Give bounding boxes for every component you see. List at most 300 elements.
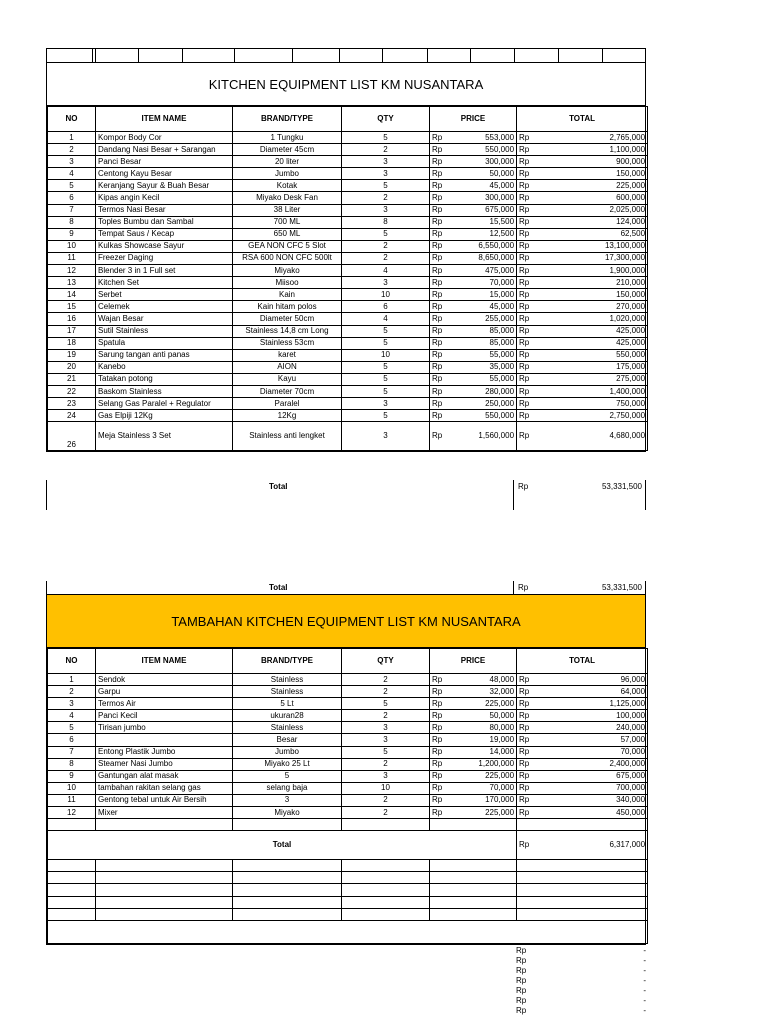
row-brand-type: Kain hitam polos (233, 301, 342, 313)
row-brand-type: karet (233, 349, 342, 361)
row-price-currency: Rp (430, 794, 441, 806)
row-price: 1,560,000 (441, 422, 517, 451)
row-total: 700,000 (531, 782, 648, 794)
rp-dash: - (643, 976, 646, 985)
empty-cell (342, 908, 430, 920)
row-total-currency: Rp (517, 349, 531, 361)
row-price: 255,000 (441, 313, 517, 325)
table-row (48, 385, 648, 397)
row-price-currency: Rp (430, 277, 441, 289)
row-brand-type: Miyako Desk Fan (233, 192, 342, 204)
row-total-currency: Rp (517, 686, 531, 698)
row-qty: 3 (342, 168, 430, 180)
row-total: 124,000 (531, 216, 648, 228)
row-total: 96,000 (531, 674, 648, 686)
row-item-name: Freezer Daging (96, 252, 233, 264)
row-no: 8 (48, 216, 96, 228)
empty-cell (531, 819, 648, 831)
row-item-name: Panci Kecil (96, 710, 233, 722)
row-price-currency: Rp (430, 398, 441, 410)
header-total: TOTAL (517, 649, 648, 674)
row-brand-type: Miyako 25 Lt (233, 758, 342, 770)
row-no: 10 (48, 240, 96, 252)
header-item-name: ITEM NAME (96, 649, 233, 674)
row-total: 1,400,000 (531, 385, 648, 397)
empty-rp-line (516, 986, 646, 996)
row-price-currency: Rp (430, 710, 441, 722)
table1-total-currency: Rp (518, 482, 529, 491)
empty-cell (517, 896, 531, 908)
empty-cell (531, 860, 648, 872)
empty-cell (48, 884, 96, 896)
row-price-currency: Rp (430, 132, 441, 144)
row-brand-type: Diameter 50cm (233, 313, 342, 325)
row-total: 425,000 (531, 325, 648, 337)
row-total-currency: Rp (517, 807, 531, 819)
rp-currency: Rp (516, 966, 527, 975)
row-no: 22 (48, 385, 96, 397)
kitchen-equipment-table (47, 106, 648, 451)
row-price-currency: Rp (430, 746, 441, 758)
empty-rp-line (516, 976, 646, 986)
rp-dash: - (643, 996, 646, 1005)
row-no: 15 (48, 301, 96, 313)
row-price: 550,000 (441, 144, 517, 156)
row-total-currency: Rp (517, 325, 531, 337)
empty-cell (96, 872, 233, 884)
row-total: 1,020,000 (531, 313, 648, 325)
row-total: 340,000 (531, 794, 648, 806)
row-brand-type: 5 Lt (233, 698, 342, 710)
empty-cell (96, 908, 233, 920)
row-price: 250,000 (441, 398, 517, 410)
row-qty: 6 (342, 301, 430, 313)
row-price-currency: Rp (430, 180, 441, 192)
empty-cell (96, 819, 233, 831)
header-total: TOTAL (517, 107, 648, 132)
empty-cell (342, 860, 430, 872)
empty-cell (96, 896, 233, 908)
row-total: 270,000 (531, 301, 648, 313)
row-price-currency: Rp (430, 168, 441, 180)
row-item-name: Kanebo (96, 361, 233, 373)
row-no: 1 (48, 132, 96, 144)
row-total: 750,000 (531, 398, 648, 410)
row-item-name: Kulkas Showcase Sayur (96, 240, 233, 252)
row-brand-type: 5 (233, 770, 342, 782)
row-brand-type: Jumbo (233, 168, 342, 180)
row-brand-type: Besar (233, 734, 342, 746)
row-total-currency: Rp (517, 265, 531, 277)
row-total: 2,765,000 (531, 132, 648, 144)
row-qty: 5 (342, 132, 430, 144)
row-brand-type: AION (233, 361, 342, 373)
header-item-name: ITEM NAME (96, 107, 233, 132)
row-price-currency: Rp (430, 770, 441, 782)
row-total-currency: Rp (517, 361, 531, 373)
row-price: 300,000 (441, 156, 517, 168)
rp-currency: Rp (516, 976, 527, 985)
row-total-currency: Rp (517, 398, 531, 410)
empty-wide-row (48, 920, 648, 943)
row-total: 1,100,000 (531, 144, 648, 156)
row-item-name: Tirisan jumbo (96, 722, 233, 734)
row-price-currency: Rp (430, 144, 441, 156)
row-total: 13,100,000 (531, 240, 648, 252)
row-price-currency: Rp (430, 686, 441, 698)
row-item-name: Gentong tebal untuk Air Bersih (96, 794, 233, 806)
row-price: 55,000 (441, 349, 517, 361)
row-qty: 5 (342, 410, 430, 422)
row-item-name: Gas Elpiji 12Kg (96, 410, 233, 422)
row-item-name: Steamer Nasi Jumbo (96, 758, 233, 770)
empty-cell (430, 819, 441, 831)
empty-cell (531, 908, 648, 920)
empty-rp-line (516, 1006, 646, 1016)
row-item-name: Toples Bumbu dan Sambal (96, 216, 233, 228)
empty-cell (441, 819, 517, 831)
row-item-name: Baskom Stainless (96, 385, 233, 397)
row-qty: 4 (342, 313, 430, 325)
row-total-currency: Rp (517, 156, 531, 168)
row-no: 21 (48, 373, 96, 385)
row-brand-type: 12Kg (233, 410, 342, 422)
row-qty: 2 (342, 674, 430, 686)
row-price: 553,000 (441, 132, 517, 144)
row-qty: 3 (342, 722, 430, 734)
empty-cell (441, 860, 517, 872)
row-qty: 3 (342, 156, 430, 168)
row-price: 1,200,000 (441, 758, 517, 770)
rp-dash: - (643, 946, 646, 955)
tambahan-list-sheet (46, 594, 646, 945)
row-price: 85,000 (441, 325, 517, 337)
row-total: 425,000 (531, 337, 648, 349)
empty-rp-column (516, 946, 646, 1016)
row-no: 2 (48, 686, 96, 698)
table-row (48, 686, 648, 698)
row-price: 675,000 (441, 204, 517, 216)
row-qty: 5 (342, 325, 430, 337)
row-price-currency: Rp (430, 216, 441, 228)
row-qty: 3 (342, 277, 430, 289)
row-total: 17,300,000 (531, 252, 648, 264)
row-brand-type: selang baja (233, 782, 342, 794)
table2-total-value: 6,317,000 (531, 831, 648, 860)
row-price: 70,000 (441, 277, 517, 289)
empty-cell (233, 872, 342, 884)
row-qty: 3 (342, 204, 430, 216)
row-total: 275,000 (531, 373, 648, 385)
row-price: 48,000 (441, 674, 517, 686)
empty-rp-line (516, 966, 646, 976)
row-brand-type: 20 liter (233, 156, 342, 168)
table-row (48, 277, 648, 289)
empty-rp-line (516, 946, 646, 956)
table-row (48, 398, 648, 410)
empty-row (48, 819, 648, 831)
row-brand-type: Miyako (233, 265, 342, 277)
row-brand-type: 1 Tungku (233, 132, 342, 144)
table-row (48, 168, 648, 180)
row-no: 3 (48, 156, 96, 168)
row-brand-type: Diameter 45cm (233, 144, 342, 156)
row-price: 6,550,000 (441, 240, 517, 252)
row-no: 26 (48, 422, 96, 451)
row-brand-type: Miyako (233, 807, 342, 819)
row-brand-type: ukuran28 (233, 710, 342, 722)
row-item-name: Kitchen Set (96, 277, 233, 289)
table-row (48, 746, 648, 758)
table-row (48, 228, 648, 240)
row-item-name: Kompor Body Cor (96, 132, 233, 144)
empty-cell (233, 860, 342, 872)
rp-currency: Rp (516, 996, 527, 1005)
row-price-currency: Rp (430, 325, 441, 337)
row-price: 15,500 (441, 216, 517, 228)
table-row (48, 156, 648, 168)
empty-row (48, 872, 648, 884)
empty-cell (342, 819, 430, 831)
row-brand-type: Stainless anti lengket (233, 422, 342, 451)
empty-cell (342, 896, 430, 908)
row-no: 1 (48, 674, 96, 686)
row-qty: 5 (342, 698, 430, 710)
row-price-currency: Rp (430, 289, 441, 301)
row-price-currency: Rp (430, 204, 441, 216)
row-brand-type: Kayu (233, 373, 342, 385)
row-total-currency: Rp (517, 301, 531, 313)
row-total-currency: Rp (517, 710, 531, 722)
row-price: 8,650,000 (441, 252, 517, 264)
empty-cell (48, 860, 96, 872)
row-qty: 2 (342, 758, 430, 770)
row-item-name: tambahan rakitan selang gas (96, 782, 233, 794)
row-total-currency: Rp (517, 674, 531, 686)
table-row (48, 807, 648, 819)
row-total-currency: Rp (517, 698, 531, 710)
empty-cell (233, 884, 342, 896)
empty-cell (441, 872, 517, 884)
table2-total-row (48, 831, 648, 860)
empty-cell (342, 872, 430, 884)
row-price-currency: Rp (430, 192, 441, 204)
row-price-currency: Rp (430, 228, 441, 240)
row-price: 170,000 (441, 794, 517, 806)
table1-title: KITCHEN EQUIPMENT LIST KM NUSANTARA (47, 63, 645, 106)
empty-cell (517, 884, 531, 896)
rp-currency: Rp (516, 956, 527, 965)
row-total: 450,000 (531, 807, 648, 819)
row-price: 475,000 (441, 265, 517, 277)
row-qty: 2 (342, 710, 430, 722)
row-total-currency: Rp (517, 373, 531, 385)
row-qty: 2 (342, 144, 430, 156)
row-qty: 5 (342, 361, 430, 373)
row-item-name: Termos Nasi Besar (96, 204, 233, 216)
row-qty: 10 (342, 349, 430, 361)
row-price: 12,500 (441, 228, 517, 240)
row-no: 16 (48, 313, 96, 325)
row-total: 1,900,000 (531, 265, 648, 277)
row-item-name: Tatakan potong (96, 373, 233, 385)
repeated-total-label: Total (269, 583, 288, 592)
table-row (48, 770, 648, 782)
rp-dash: - (643, 956, 646, 965)
row-price: 225,000 (441, 770, 517, 782)
table-row (48, 710, 648, 722)
empty-cell (233, 896, 342, 908)
table-row (48, 758, 648, 770)
row-price-currency: Rp (430, 373, 441, 385)
row-total-currency: Rp (517, 782, 531, 794)
row-price-currency: Rp (430, 758, 441, 770)
row-total-currency: Rp (517, 132, 531, 144)
row-brand-type: Diameter 70cm (233, 385, 342, 397)
empty-cell (48, 872, 96, 884)
row-qty: 10 (342, 782, 430, 794)
row-qty: 5 (342, 746, 430, 758)
row-total-currency: Rp (517, 313, 531, 325)
row-total-currency: Rp (517, 289, 531, 301)
row-total: 57,000 (531, 734, 648, 746)
row-qty: 3 (342, 734, 430, 746)
row-qty: 3 (342, 770, 430, 782)
empty-cell (48, 819, 96, 831)
row-total: 550,000 (531, 349, 648, 361)
empty-rp-line (516, 956, 646, 966)
row-total-currency: Rp (517, 722, 531, 734)
table-row (48, 782, 648, 794)
empty-cell (531, 884, 648, 896)
row-no: 23 (48, 398, 96, 410)
row-item-name: Spatula (96, 337, 233, 349)
row-no: 20 (48, 361, 96, 373)
table-row (48, 794, 648, 806)
row-item-name: Keranjang Sayur & Buah Besar (96, 180, 233, 192)
empty-rp-line (516, 996, 646, 1006)
table-row (48, 252, 648, 264)
row-item-name: Termos Air (96, 698, 233, 710)
row-total: 2,750,000 (531, 410, 648, 422)
row-no: 9 (48, 228, 96, 240)
empty-cell (441, 908, 517, 920)
table-row (48, 289, 648, 301)
row-price: 32,000 (441, 686, 517, 698)
row-total-currency: Rp (517, 277, 531, 289)
empty-row (48, 884, 648, 896)
row-total-currency: Rp (517, 337, 531, 349)
row-total: 100,000 (531, 710, 648, 722)
empty-cell (531, 896, 648, 908)
empty-cell (233, 819, 342, 831)
row-no: 11 (48, 794, 96, 806)
empty-cell (517, 908, 531, 920)
row-no: 6 (48, 192, 96, 204)
row-no: 7 (48, 204, 96, 216)
row-price-currency: Rp (430, 313, 441, 325)
row-price: 80,000 (441, 722, 517, 734)
row-item-name: Garpu (96, 686, 233, 698)
table-row (48, 349, 648, 361)
row-item-name: Sarung tangan anti panas (96, 349, 233, 361)
row-qty: 2 (342, 240, 430, 252)
row-price: 85,000 (441, 337, 517, 349)
table-row (48, 674, 648, 686)
table1-total-row-clipped (46, 480, 646, 491)
row-item-name: Tempat Saus / Kecap (96, 228, 233, 240)
empty-cell (96, 884, 233, 896)
row-total-currency: Rp (517, 734, 531, 746)
row-total: 600,000 (531, 192, 648, 204)
row-total: 150,000 (531, 168, 648, 180)
row-total-currency: Rp (517, 228, 531, 240)
header-brand-type: BRAND/TYPE (233, 649, 342, 674)
row-price-currency: Rp (430, 361, 441, 373)
row-no: 5 (48, 180, 96, 192)
table-row (48, 144, 648, 156)
row-no: 14 (48, 289, 96, 301)
row-brand-type: GEA NON CFC 5 Slot (233, 240, 342, 252)
row-total-currency: Rp (517, 410, 531, 422)
header-qty: QTY (342, 649, 430, 674)
row-item-name (96, 734, 233, 746)
table-row (48, 410, 648, 422)
row-no: 3 (48, 698, 96, 710)
table-row (48, 373, 648, 385)
table-row (48, 192, 648, 204)
empty-cell (441, 896, 517, 908)
row-no: 13 (48, 277, 96, 289)
row-price-currency: Rp (430, 240, 441, 252)
row-item-name: Centong Kayu Besar (96, 168, 233, 180)
empty-cell (48, 896, 96, 908)
table-row (48, 361, 648, 373)
table-row (48, 132, 648, 144)
table-row (48, 734, 648, 746)
row-price: 50,000 (441, 168, 517, 180)
row-brand-type: Jumbo (233, 746, 342, 758)
row-price-currency: Rp (430, 782, 441, 794)
table-row (48, 240, 648, 252)
empty-cell (48, 920, 648, 943)
row-total: 675,000 (531, 770, 648, 782)
row-item-name: Serbet (96, 289, 233, 301)
table-row (48, 216, 648, 228)
row-price: 15,000 (441, 289, 517, 301)
row-qty: 10 (342, 289, 430, 301)
row-item-name: Dandang Nasi Besar + Sarangan (96, 144, 233, 156)
column-stub-strip (46, 48, 646, 62)
row-total: 2,400,000 (531, 758, 648, 770)
row-item-name: Entong Plastik Jumbo (96, 746, 233, 758)
empty-row (48, 908, 648, 920)
row-qty: 3 (342, 398, 430, 410)
row-no: 7 (48, 746, 96, 758)
row-price-currency: Rp (430, 734, 441, 746)
repeated-total-currency: Rp (518, 583, 529, 592)
table2-total-currency: Rp (517, 831, 531, 860)
row-brand-type: Miisoo (233, 277, 342, 289)
table-row (48, 301, 648, 313)
table-row (48, 204, 648, 216)
row-no: 18 (48, 337, 96, 349)
header-price: PRICE (430, 649, 517, 674)
row-brand-type: 38 Liter (233, 204, 342, 216)
row-qty: 5 (342, 373, 430, 385)
row-no: 2 (48, 144, 96, 156)
empty-cell (430, 860, 441, 872)
